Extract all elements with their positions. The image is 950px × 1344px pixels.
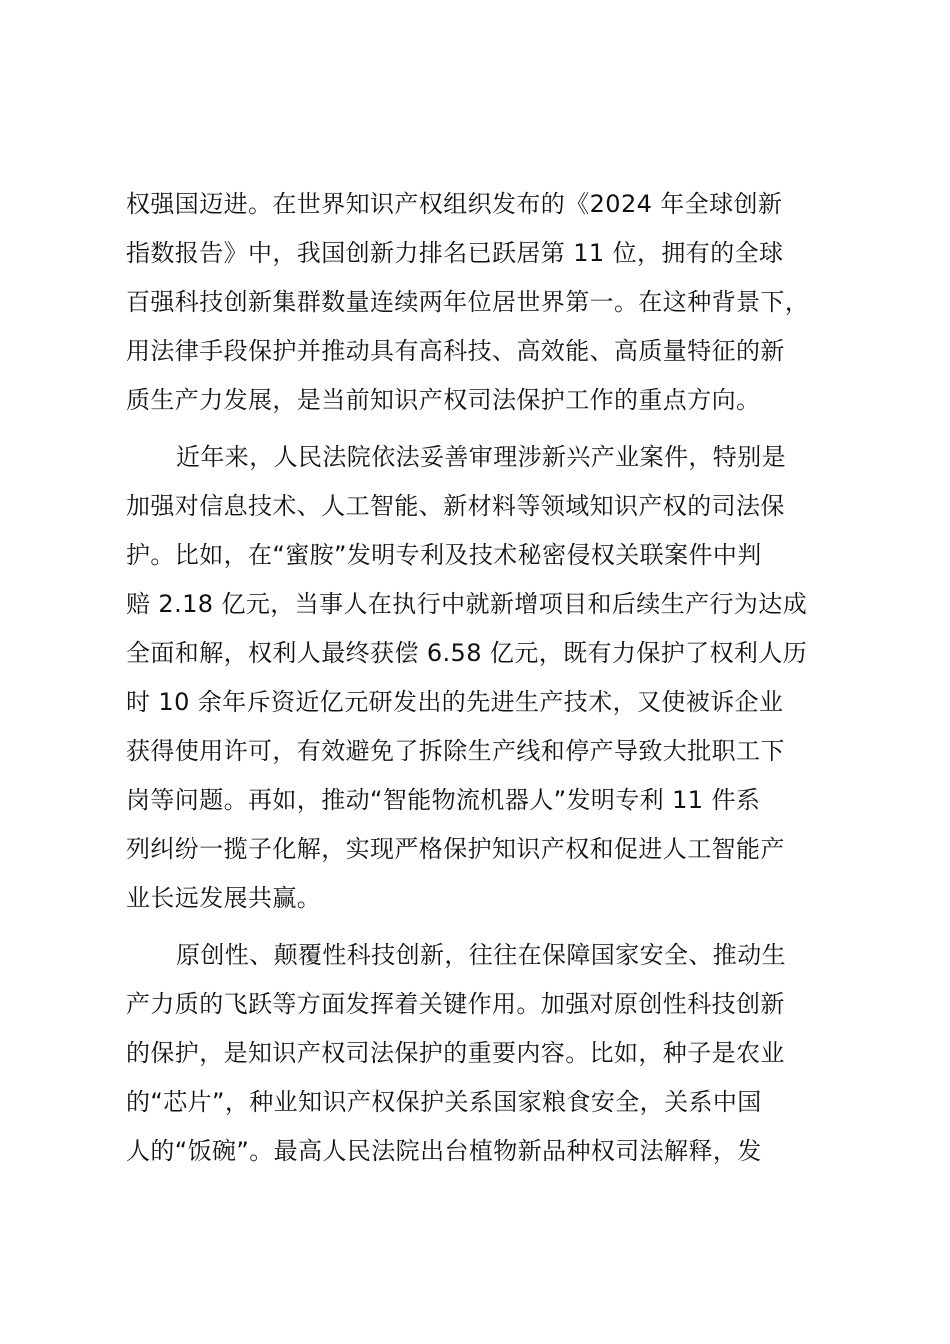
text-line: 护。比如，在“蜜胺”发明专利及技术秘密侵权关联案件中判 — [126, 541, 762, 569]
text-line: 近年来，人民法院依法妥善审理涉新兴产业案件，特别是 — [176, 443, 786, 471]
text-line: 质生产力发展，是当前知识产权司法保护工作的重点方向。 — [126, 386, 761, 414]
text-line: 原创性、颠覆性科技创新，往往在保障国家安全、推动生 — [176, 941, 786, 969]
paragraph-2 — [126, 433, 836, 923]
text-line: 权强国迈进。在世界知识产权组织发布的《2024 年全球创新 — [126, 190, 783, 218]
text-line: 赔 2.18 亿元，当事人在执行中就新增项目和后续生产行为达成 — [126, 590, 808, 618]
text-line: 产力质的飞跃等方面发挥着关键作用。加强对原创性科技创新 — [126, 990, 785, 1018]
text-line: 百强科技创新集群数量连续两年位居世界第一。在这种背景下， — [126, 288, 810, 316]
paragraph-spacer — [126, 425, 836, 433]
text-line: 全面和解，权利人最终获偿 6.58 亿元，既有力保护了权利人历 — [126, 639, 808, 667]
text-line: 人的“饭碗”。最高人民法院出台植物新品种权司法解释，发 — [126, 1137, 762, 1165]
body-text — [126, 180, 836, 1176]
text-line: 指数报告》中，我国创新力排名已跃居第 11 位，拥有的全球 — [126, 239, 784, 267]
paragraph-3 — [126, 931, 836, 1176]
text-line: 获得使用许可，有效避免了拆除生产线和停产导致大批职工下 — [126, 737, 785, 765]
text-line: 业长远发展共赢。 — [126, 884, 322, 912]
text-line: 列纠纷一揽子化解，实现严格保护知识产权和促进人工智能产 — [126, 835, 785, 863]
text-line: 时 10 余年斥资近亿元研发出的先进生产技术，又使被诉企业 — [126, 688, 784, 716]
paragraph-1 — [126, 180, 836, 425]
text-line: 用法律手段保护并推动具有高科技、高效能、高质量特征的新 — [126, 337, 785, 365]
text-line: 的保护，是知识产权司法保护的重要内容。比如，种子是农业 — [126, 1039, 785, 1067]
paragraph-spacer — [126, 923, 836, 931]
text-line: 的“芯片”，种业知识产权保护关系国家粮食安全，关系中国 — [126, 1088, 762, 1116]
text-line: 加强对信息技术、人工智能、新材料等领域知识产权的司法保 — [126, 492, 785, 520]
text-line: 岗等问题。再如，推动“智能物流机器人”发明专利 11 件系 — [126, 786, 761, 814]
